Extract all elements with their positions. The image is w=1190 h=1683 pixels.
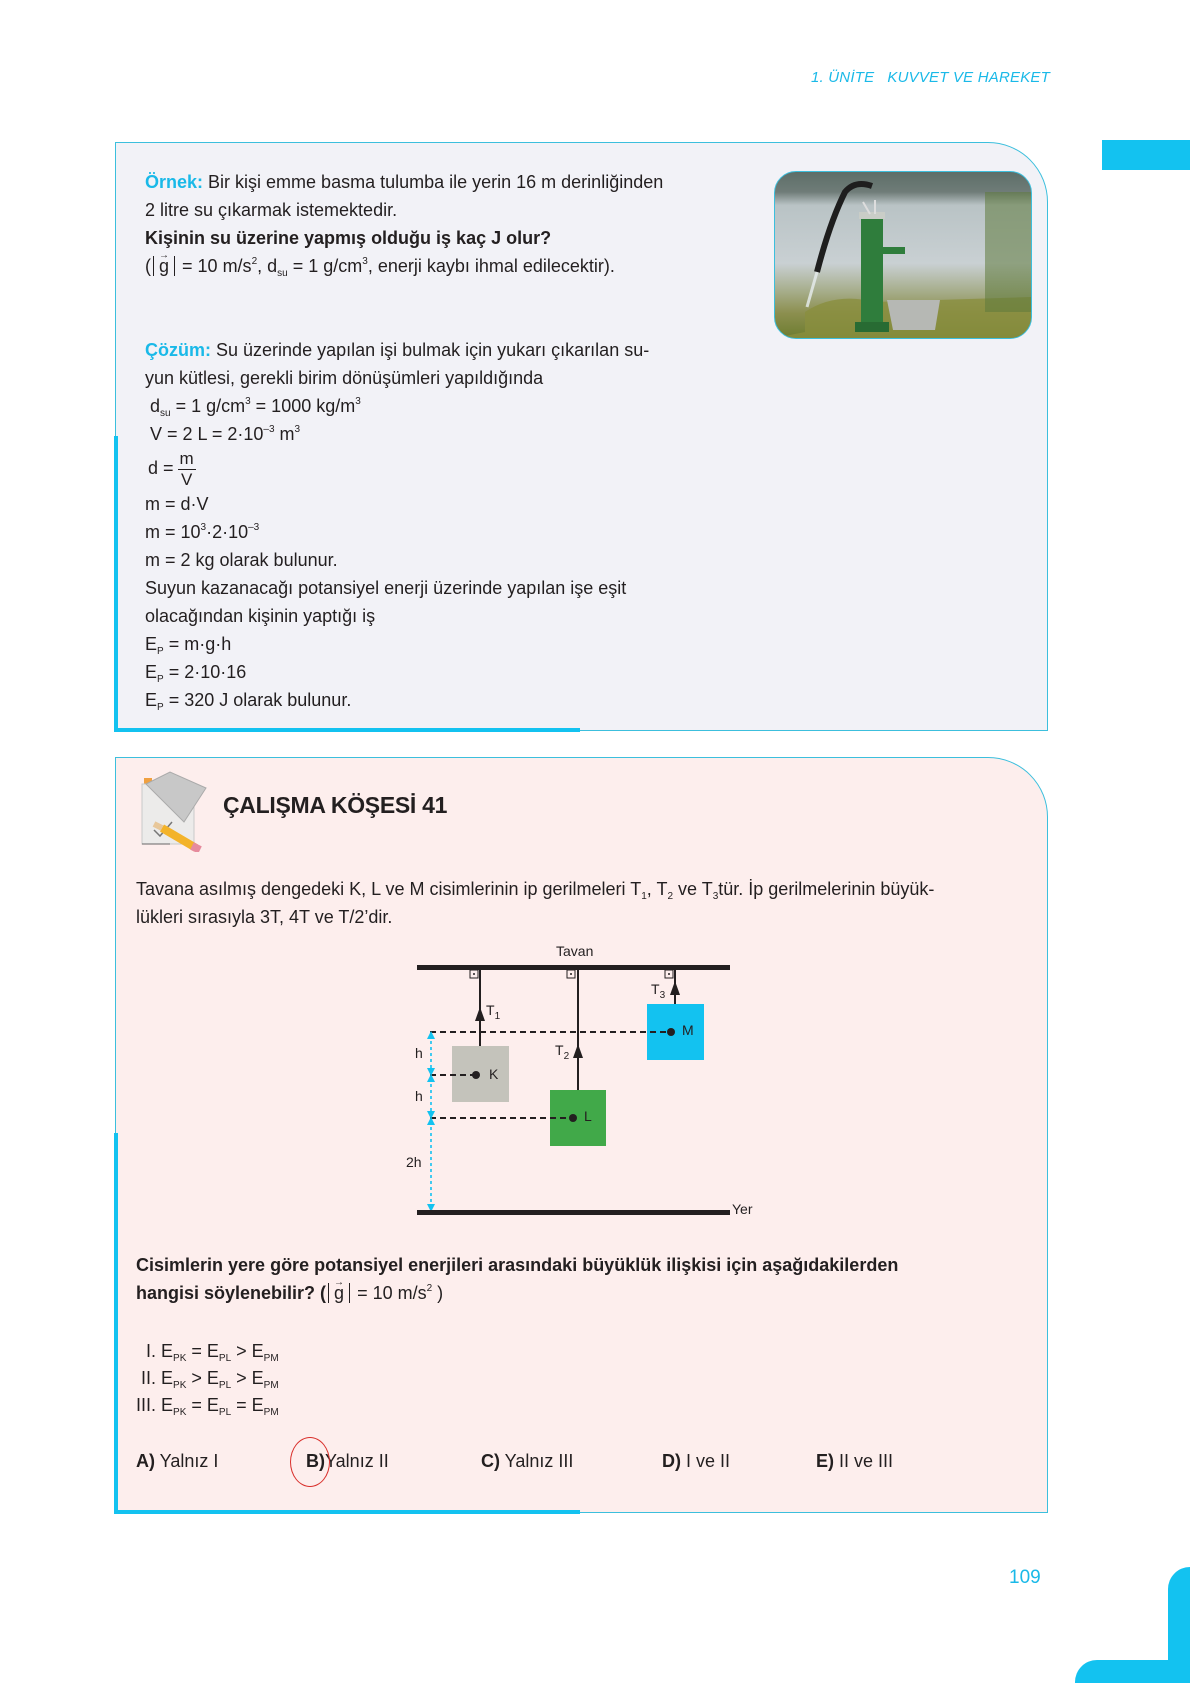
height-2h: 2h xyxy=(406,1154,422,1170)
example-label: Örnek: xyxy=(145,172,204,192)
block-l xyxy=(550,1090,606,1146)
exercise-title: ÇALIŞMA KÖŞESİ 41 xyxy=(223,792,448,818)
eq-ep-1: $E_P = m\cdot g\cdot h$ xyxy=(145,634,232,657)
water-pump-photo xyxy=(774,171,1032,339)
m-label: M xyxy=(682,1022,694,1038)
eq-density: $d_{su} = 1$ $g/cm^3 = 1000$ $kg/m^3$ xyxy=(150,396,361,419)
running-header xyxy=(811,69,1050,86)
page-number: 109 xyxy=(1009,1567,1041,1588)
question-line-1: Cisimlerin yere göre potansiyel enerjileri arasındaki büyüklük ilişkisi için aşağıdakilerden xyxy=(136,1255,899,1275)
question-line-2: hangisi söylenebilir? ( → g = 10 $m/s^2$ ) xyxy=(136,1279,443,1307)
example-line-1: Örnek: Bir kişi emme basma tulumba ile yerin 16 m derinliğinden xyxy=(145,172,664,192)
option-a[interactable]: A) Yalnız I xyxy=(136,1451,219,1471)
option-d[interactable]: D) I ve II xyxy=(662,1451,731,1471)
accent-bar-bottom xyxy=(114,1510,580,1514)
l-label: L xyxy=(584,1108,592,1124)
eq-mass-3: m = 2 kg olarak bulunur. xyxy=(145,550,338,570)
g-vector: → g xyxy=(153,256,175,276)
example-given: ( → g = 10 $m/s^2$, $d_{su} = 1$ $g/cm^3$, enerji kaybı ihmal edilecektir). xyxy=(145,252,615,280)
accent-bar-left xyxy=(114,1133,118,1514)
t1-label: $T_1$ xyxy=(486,1002,501,1022)
eq-ep-3: $E_P = 320$ J olarak bulunur. xyxy=(145,690,352,713)
solution-line-1: Çözüm: Su üzerinde yapılan işi bulmak için yukarı çıkarılan su- xyxy=(145,340,650,360)
option-e[interactable]: E) II ve III xyxy=(816,1451,894,1471)
k-label: K xyxy=(489,1066,499,1082)
page-tab-marker xyxy=(1102,140,1190,170)
unit-title: KUVVET VE HAREKET xyxy=(887,69,1050,86)
height-h-1: h xyxy=(415,1045,423,1061)
eq-density-fraction: d = $\frac{m}{V}$ xyxy=(148,448,194,489)
solution-line-3: Suyun kazanacağı potansiyel enerji üzerinde yapılan işe eşit xyxy=(145,578,627,598)
solution-line-2: yun kütlesi, gerekli birim dönüşümleri yapıldığında xyxy=(145,368,544,388)
eq-mass-1: m = d·V xyxy=(145,494,209,514)
page-corner-decoration xyxy=(1075,1660,1190,1683)
water-pump-illustration xyxy=(775,172,1031,338)
statement-2: II. $E_{PK} > E_{PL} > E_{PM}$ xyxy=(141,1368,279,1391)
selected-answer-circle xyxy=(290,1437,330,1487)
option-c[interactable]: C) Yalnız III xyxy=(481,1451,574,1471)
t3-label: $T_3$ xyxy=(651,981,666,1001)
accent-bar-bottom xyxy=(114,728,580,732)
statement-1: I. $E_{PK} = E_{PL} > E_{PM}$ xyxy=(146,1341,279,1364)
example-question: Kişinin su üzerine yapmış olduğu iş kaç J olur? xyxy=(145,228,552,248)
g-vector: → g xyxy=(328,1283,350,1303)
eq-mass-2: $m = 10^3\cdot 2\cdot 10^{-3}$ xyxy=(145,522,260,542)
exercise-intro-line-1: Tavana asılmış dengedeki K, L ve M cisimlerinin ip gerilmeleri $T_1$, $T_2$ ve $T_3tür$. İp gerilmelerinin büyük- xyxy=(136,879,935,902)
ceiling-label: Tavan xyxy=(556,943,594,959)
tension-diagram xyxy=(400,935,770,1225)
eq-volume: V = 2 $L = 2\cdot 10^{-3}$ $m^3$ xyxy=(150,424,301,444)
unit-number: 1. ÜNİTE xyxy=(811,69,875,86)
example-line-2: 2 litre su çıkarmak istemektedir. xyxy=(145,200,398,220)
height-h-2: h xyxy=(415,1088,423,1104)
solution-line-4: olacağından kişinin yaptığı iş xyxy=(145,606,376,626)
accent-bar-left xyxy=(114,436,118,732)
exercise-intro-line-2: lükleri sırasıyla 3T, 4T ve T/2’dir. xyxy=(136,907,393,927)
t2-label: $T_2$ xyxy=(555,1042,570,1062)
diagram-graphics xyxy=(400,935,770,1225)
ground-label: Yer xyxy=(732,1201,753,1217)
solution-label: Çözüm: xyxy=(145,340,211,360)
option-b[interactable]: B)Yalnız II xyxy=(306,1451,389,1471)
notepad-pencil-icon xyxy=(140,770,208,852)
eq-ep-2: $E_P = 2\cdot 10\cdot 16$ xyxy=(145,662,247,685)
statement-3: III. $E_{PK} = E_{PL} = E_{PM}$ xyxy=(136,1395,279,1418)
